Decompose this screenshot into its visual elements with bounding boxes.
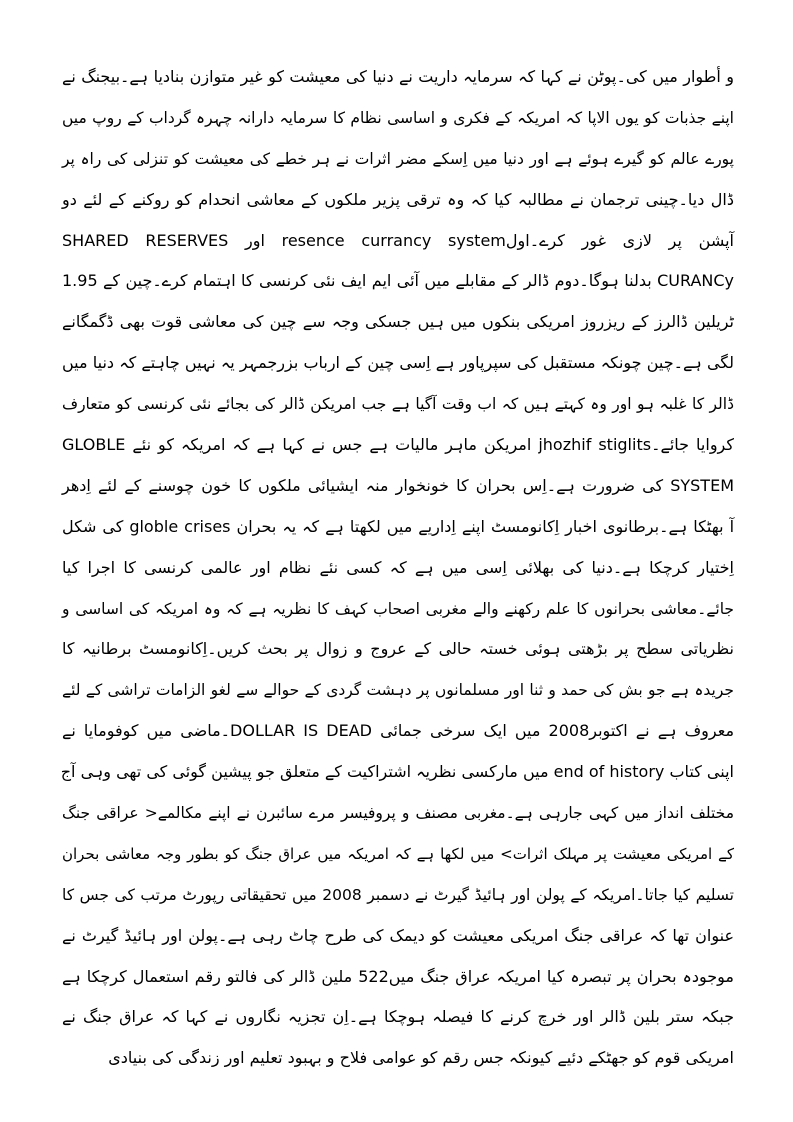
text-line: کروایا جائے۔jhozhif stiglits امریکن ماہر مالیات ہے جس نے کہا ہے کہ امریکہ کو نئے GLOBLE <box>62 435 735 455</box>
text-line: ڈالر کا غلبہ ہو اور وہ کہتے ہیں کہ اب وقت آگیا ہے جب امریکن ڈالر کی بجائے نئی کرنسی کو متعارف <box>62 395 734 414</box>
text-line: ٹریلین ڈالرز کے ریزروز امریکی بنکوں میں ہیں جسکی وجہ سے چین کی معاشی قوت بھی ڈگمگانے <box>62 312 734 332</box>
text-line: آ بھٹکا ہے۔برطانوی اخبار اِکانومسٹ اپنے اِداریے میں لکھتا ہے کہ یہ بحران globle crises کی شکل <box>62 516 735 536</box>
text-line: ڈال دیا۔چینی ترجمان نے مطالبہ کیا کہ وہ ترقی پزیر ملکوں کے معاشی انحدام کو روکنے کے لئے دو <box>62 189 734 209</box>
text-line: معروف ہے نے اکتوبر2008 میں ایک سرخی جمائی DOLLAR IS DEAD۔ماضی میں کوفومایا نے <box>62 721 735 741</box>
text-line: لگی ہے۔چین چونکہ مستقبل کی سپرپاور ہے اِسی چین کے ارباب بزرجمہر یہ نہیں چاہتے کہ دنیا میں <box>62 353 734 373</box>
text-line: امریکی قوم کو جھٹکے دئیے کیونکہ جس رقم کو عوامی فلاح و بہبود تعلیم اور زندگی کی بنیادی <box>108 1048 734 1068</box>
text-line: عنوان تھا کہ عراقی جنگ امریکی معیشت کو دیمک کی طرح چاٹ رہی ہے۔پولن اور ہائیڈ گیرٹ نے <box>62 925 734 945</box>
text-line: اِختیار کرچکا ہے۔دنیا کی بھلائی اِسی میں ہے کہ کسی نئے نظام اور عالمی کرنسی کا اجرا کیا <box>62 557 734 577</box>
text-line: نظریاتی سطح پر بڑھتی ہوئی خستہ حالی کے عروج و زوال پر بحث کریں۔اِکانومسٹ برطانیہ کا <box>62 639 734 659</box>
text-line: کے امریکی معیشت پر مہلک اثرات> میں لکھا ہے کہ امریکہ میں عراق جنگ کو بطور وجہ معاشی بحران <box>62 844 734 863</box>
text-line: پورے عالم کو گیرے ہوئے ہے اور دنیا میں اِسکے مضر اثرات نے ہر خطے کی معیشت کو تنزلی کی راہ پر <box>62 149 734 168</box>
text-line: آپشن پر لازی غور کرے۔اولresence currancy system اور SHARED RESERVES <box>62 230 735 250</box>
text-line: و أطوار میں کی۔پوٹن نے کہا کہ سرمایہ داریت نے دنیا کی معیشت کو غیر متوازن بنادیا ہے۔بیجنگ نے <box>62 67 734 86</box>
text-line: موجودہ بحران پر تبصرہ کیا امریکہ عراق جنگ میں522 ملین ڈالر کی فالتو رقم استعمال کرچکا ہے <box>62 966 734 986</box>
urdu-article-body <box>62 57 734 1079</box>
text-line: تسلیم کیا جاتا۔امریکہ کے پولن اور ہائیڈ گیرٹ نے دسمبر 2008 میں تحقیقاتی رپورٹ مرتب کی جس کا <box>62 885 735 904</box>
text-line: اپنی کتاب end of history میں مارکسی نظریہ اشتراکیت کے متعلق جو پیشین گوئی کی تھی وہی آج <box>60 762 734 782</box>
text-line: مختلف انداز میں کہی جارہی ہے۔مغربی مصنف و پروفیسر مرے سائبرن نے اپنے مکالمے< عراقی جنگ <box>62 804 734 823</box>
text-line: اپنے جذبات کو یوں الاپا کہ امریکہ کے فکری و اساسی نظام کا سرمایہ دارانہ چہرہ گرداب کے روپ میں <box>62 108 734 127</box>
text-line: CURANCy بدلنا ہوگا۔دوم ڈالر کے مقابلے میں آئی ایم ایف نئی کرنسی کا اہتمام کرے۔چین کے 1.95 <box>62 271 734 291</box>
text-line: جائے۔معاشی بحرانوں کا علم رکھنے والے مغربی اصحاب کہف کا نظریہ ہے کہ وہ امریکہ کی اساسی و <box>62 599 734 618</box>
text-line: جریدہ ہے جو بش کی حمد و ثنا اور مسلمانوں پر دہشت گردی کے حوالے سے لغو الزامات تراشی کے لئے <box>62 681 734 700</box>
text-line: SYSTEM کی ضرورت ہے۔اِس بحران کا خونخوار منہ ایشیائی ملکوں کا خون چوسنے کے لئے اِدھر <box>62 475 734 495</box>
text-line: جبکہ ستر بلین ڈالر اور خرچ کرنے کا فیصلہ ہوچکا ہے۔اِن تجزیہ نگاروں نے کہا کہ عراق جنگ نے <box>62 1007 734 1027</box>
